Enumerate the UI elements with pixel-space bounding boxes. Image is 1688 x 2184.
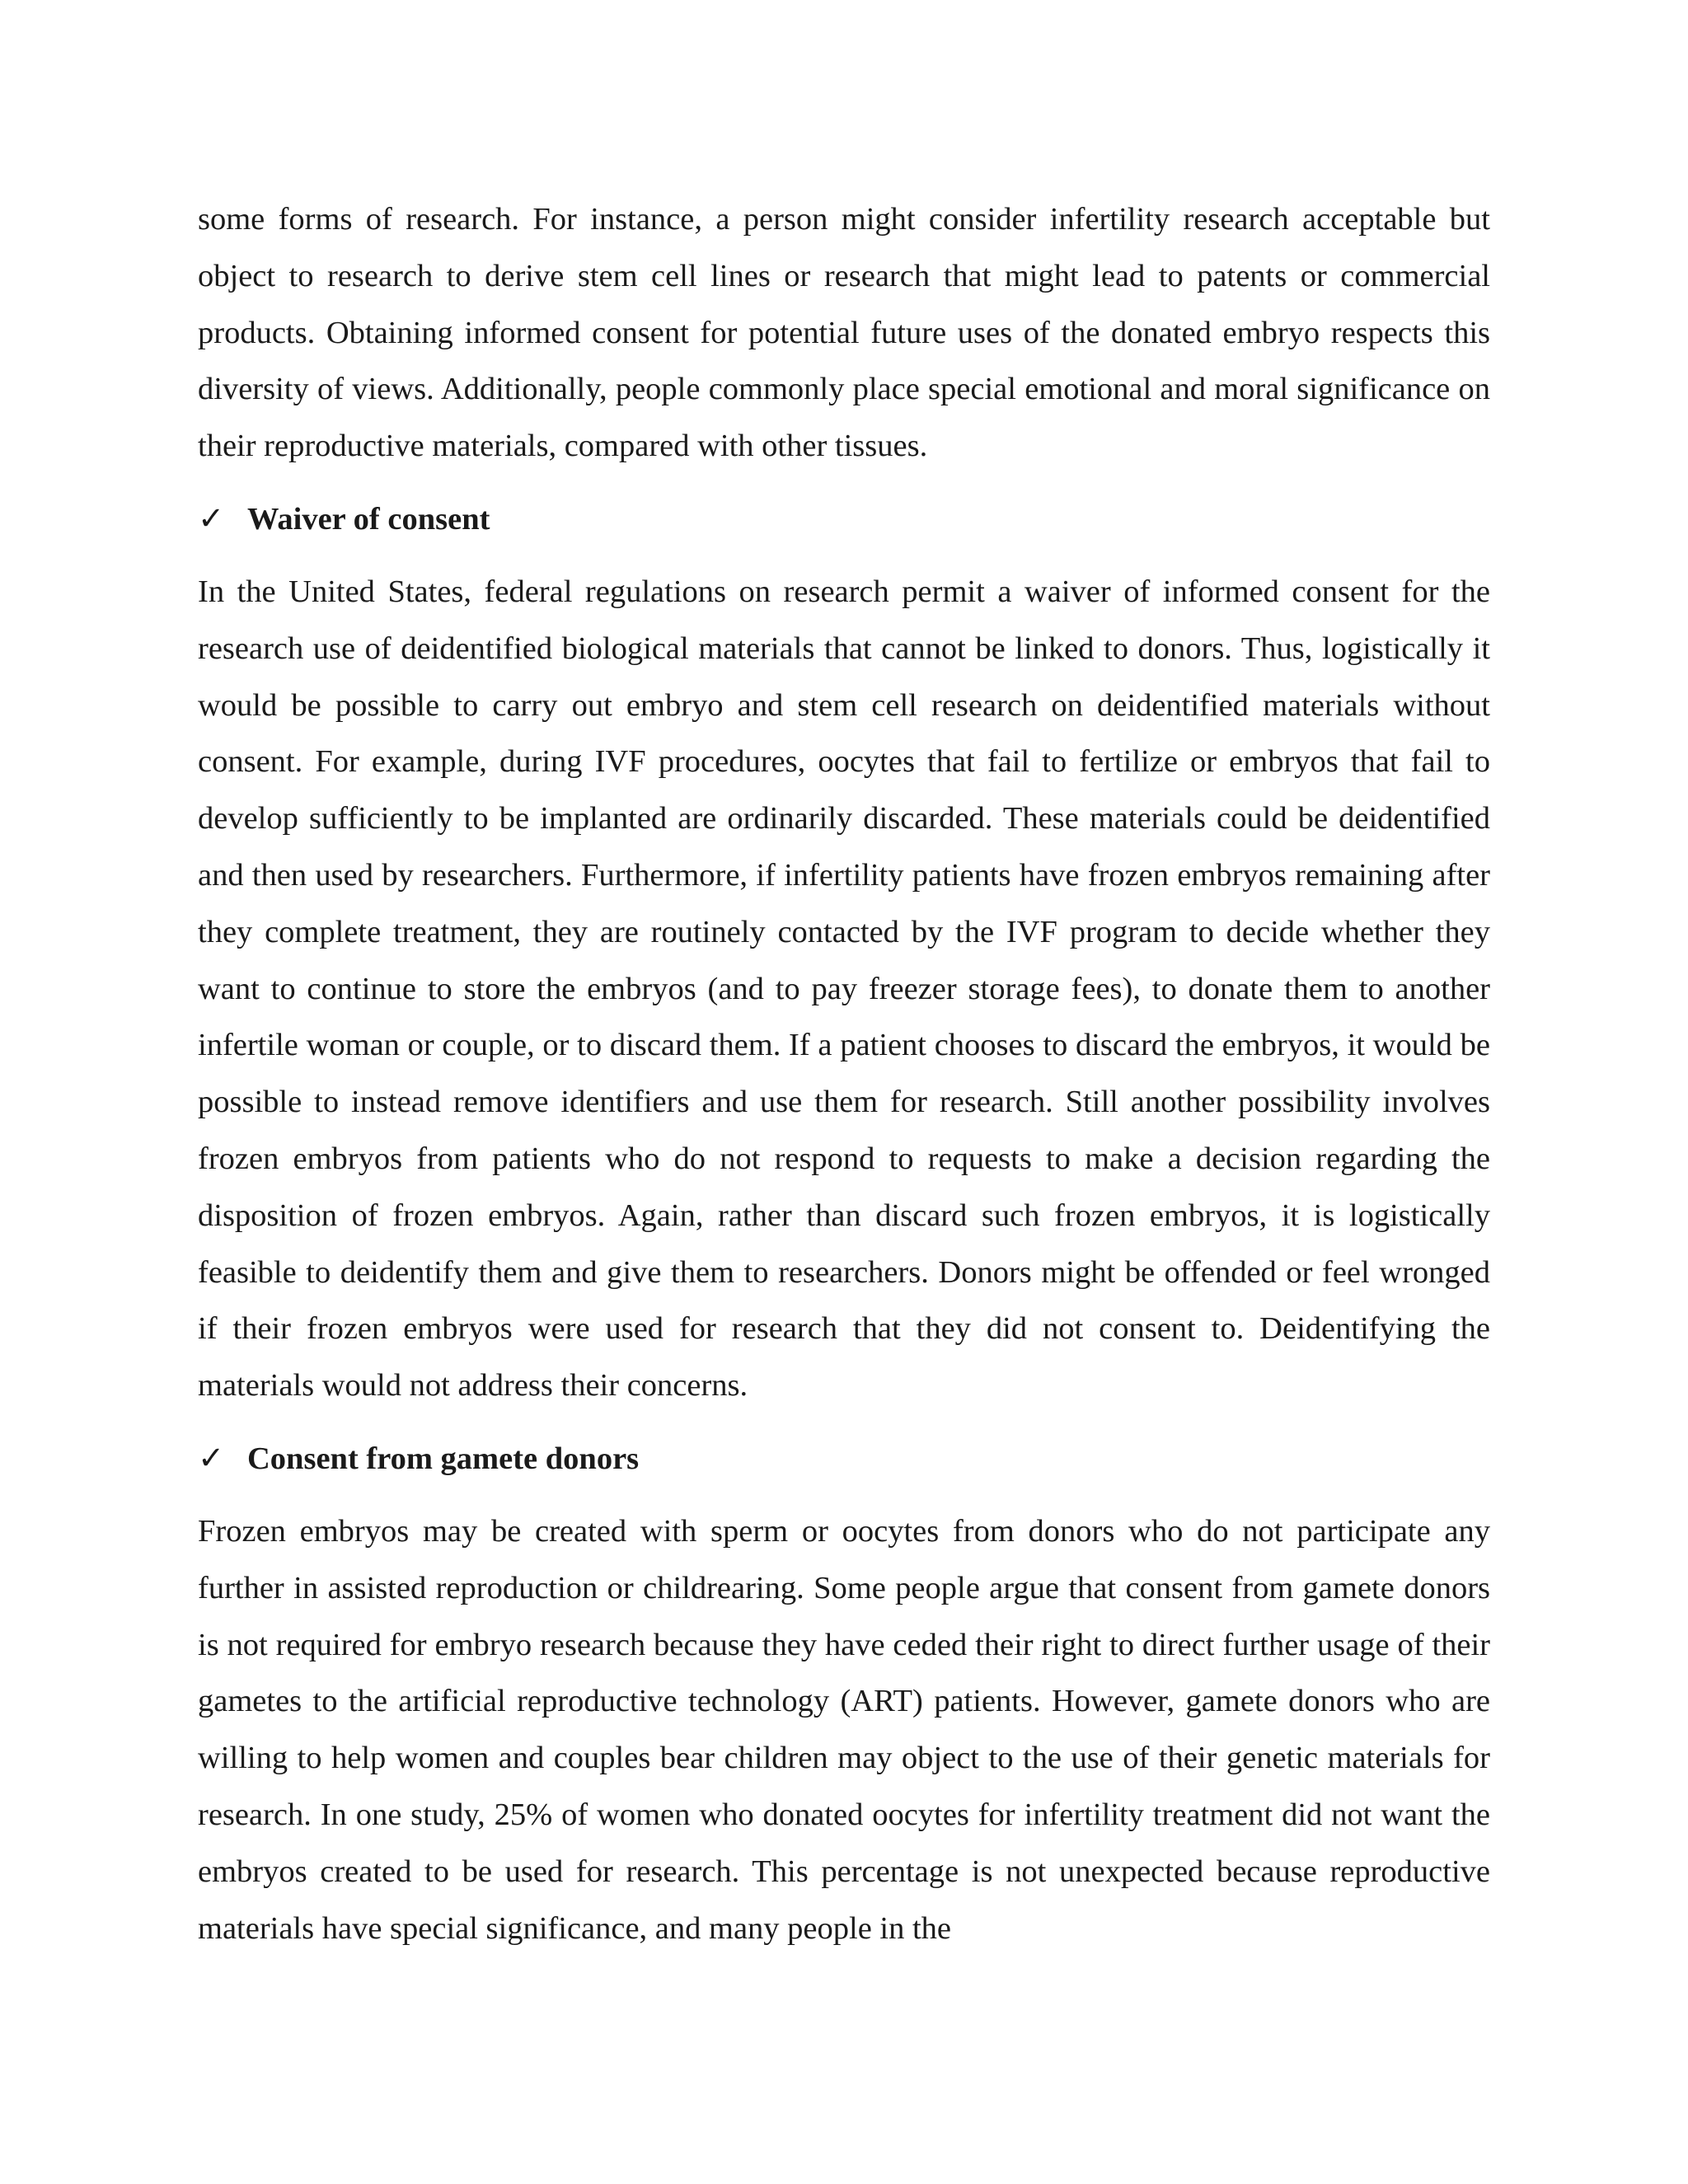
checkmark-icon: ✓ [198, 501, 225, 537]
waiver-of-consent-paragraph: In the United States, federal regulations on research permit a waiver of informed consent for the research use of deidentified biological materials that cannot be linked to donors. Thus, logistically it would be possible to carry out embryo and stem cell research on deidentified materials without consent. For example, during IVF procedures, oocytes that fail to fertilize or embryos that fail to develop sufficiently to be implanted are ordinarily discarded. These materials could be deidentified and then used by researchers. Furthermore, if infertility patients have frozen embryos remaining after they complete treatment, they are routinely contacted by the IVF program to decide whether they want to continue to store the embryos (and to pay freezer storage fees), to donate them to another infertile woman or couple, or to discard them. If a patient chooses to discard the embryos, it would be possible to instead remove identifiers and use them for research. Still another possibility involves frozen embryos from patients who do not respond to requests to make a decision regarding the disposition of frozen embryos. Again, rather than discard such frozen embryos, it is logistically feasible to deidentify them and give them to researchers. Donors might be offended or feel wronged if their frozen embryos were used for research that they did not consent to. Deidentifying the materials would not address their concerns. [198, 574, 1490, 1404]
document-page [198, 191, 1490, 1957]
gamete-donors-paragraph: Frozen embryos may be created with sperm or oocytes from donors who do not participate any further in assisted reproduction or childrearing. Some people argue that consent from gamete donors is not required for embryo research because they have ceded their right to direct further usage of their gametes to the artificial reproductive technology (ART) patients. However, gamete donors who are willing to help women and couples bear children may object to the use of their genetic materials for research. In one study, 25% of women who donated oocytes for infertility treatment did not want the embryos created to be used for research. This percentage is not unexpected because reproductive materials have special significance, and many people in the [198, 1513, 1490, 1946]
intro-paragraph: some forms of research. For instance, a person might consider infertility research acceptable but object to research to derive stem cell lines or research that might lead to patents or commercial products. Obtaining informed consent for potential future uses of the donated embryo respects this diversity of views. Additionally, people commonly place special emotional and moral significance on their reproductive materials, compared with other tissues. [198, 202, 1490, 464]
section-heading-label: Consent from gamete donors [247, 1441, 640, 1476]
section-heading-label: Waiver of consent [247, 501, 490, 537]
section-heading-waiver-of-consent [198, 496, 1490, 542]
checkmark-icon: ✓ [198, 1441, 225, 1476]
section-heading-consent-from-gamete-donors [198, 1436, 1490, 1482]
